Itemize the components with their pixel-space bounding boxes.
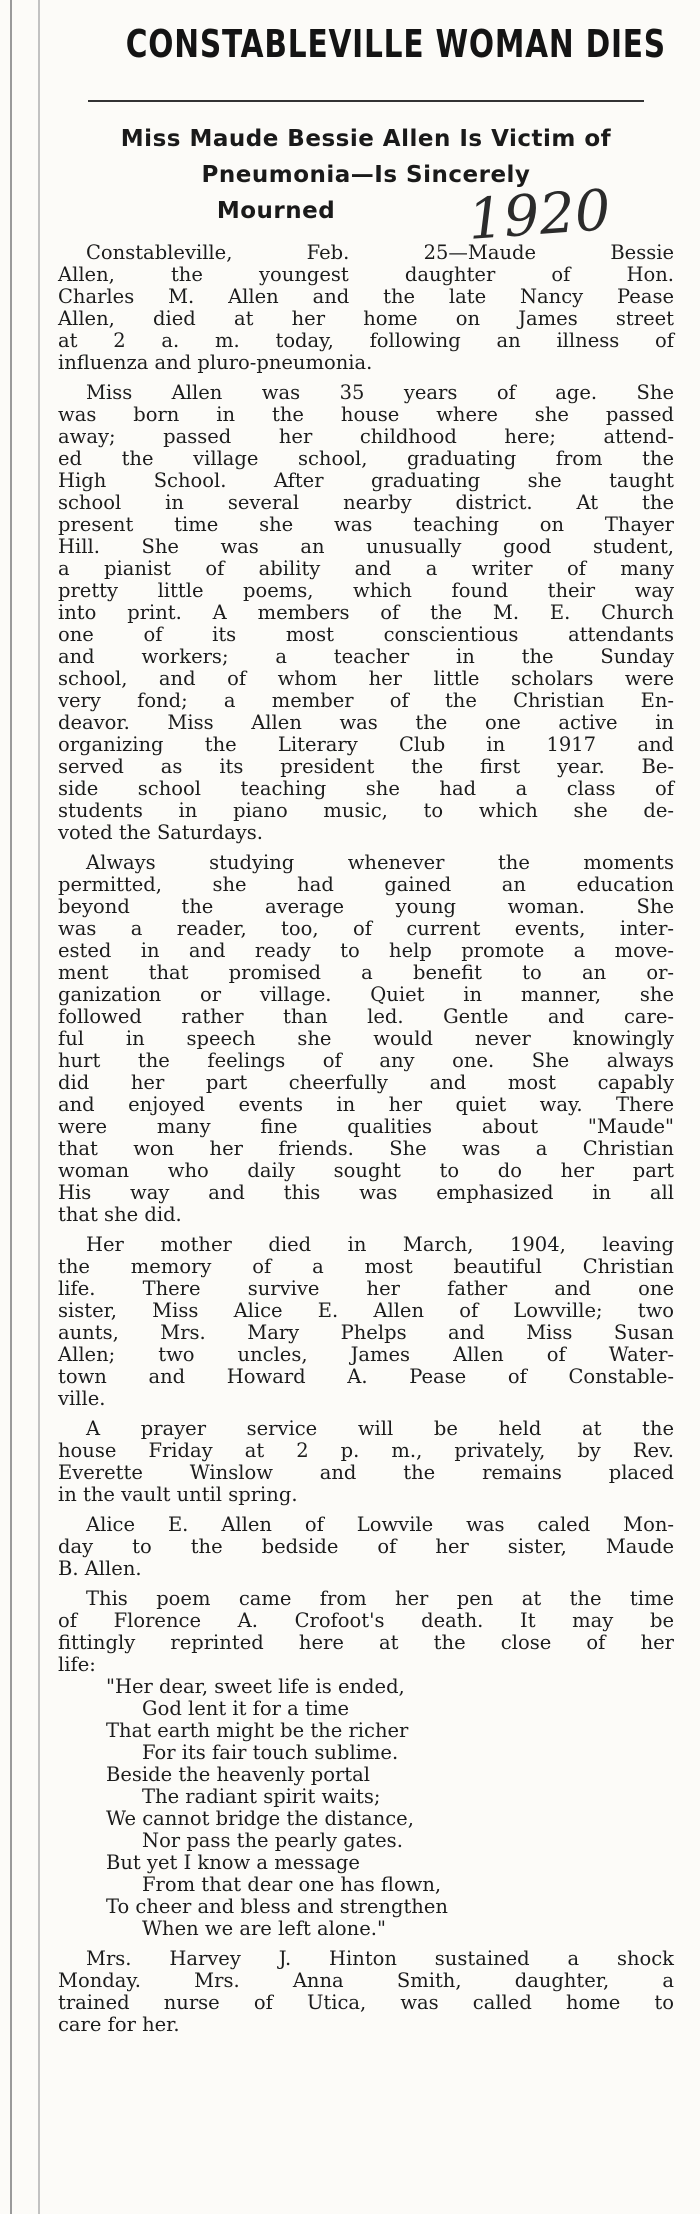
paragraph-line: life: (58, 1653, 96, 1676)
paragraph-line: into print. A members of the M. E. Church (58, 601, 674, 624)
closing-line: Monday. Mrs. Anna Smith, daughter, a (58, 1969, 674, 1992)
paragraph-line: one of its most conscientious attendants (58, 623, 674, 646)
paragraph-line: voted the Saturdays. (58, 821, 263, 844)
paragraph-line: school in several nearby district. At the (58, 491, 674, 514)
paragraph-line: ment that promised a benefit to an or- (58, 961, 674, 984)
paragraph-line: aunts, Mrs. Mary Phelps and Miss Susan (58, 1321, 674, 1344)
paragraph-line: town and Howard A. Pease of Constable- (58, 1365, 674, 1388)
paragraph-line: very fond; a member of the Christian En- (58, 689, 674, 712)
paragraph-line: Alice E. Allen of Lowvile was caled Mon- (86, 1513, 674, 1536)
clipping-edge (10, 0, 12, 2214)
paragraph-line: Hill. She was an unusually good student, (58, 535, 674, 558)
poem-line: For its fair touch sublime. (142, 1741, 399, 1764)
closing-line: trained nurse of Utica, was called home to (58, 1991, 674, 2014)
paragraph-line: Constableville, Feb. 25—Maude Bessie (86, 241, 674, 264)
poem-line: We cannot bridge the distance, (106, 1807, 414, 1830)
paragraph-line: Allen; two uncles, James Allen of Water- (58, 1343, 674, 1366)
poem-line: "Her dear, sweet life is ended, (106, 1675, 405, 1698)
poem-line: From that dear one has flown, (142, 1873, 442, 1896)
paragraph-line: school, and of whom her little scholars were (58, 667, 674, 690)
headline: CONSTABLEVILLE WOMAN DIES (125, 22, 666, 66)
paragraph-line: deavor. Miss Allen was the one active in (58, 711, 674, 734)
poem-line: Nor pass the pearly gates. (142, 1829, 403, 1852)
paragraph-line: of Florence A. Crofoot's death. It may be (58, 1609, 674, 1632)
paragraph-line: permitted, she had gained an education (58, 873, 674, 896)
paragraph-line: Everette Winslow and the remains placed (58, 1461, 674, 1484)
paragraph-line: and enjoyed events in her quiet way. There (58, 1093, 674, 1116)
closing-line: care for her. (58, 2013, 180, 2036)
paragraph-line: side school teaching she had a class of (58, 777, 674, 800)
paragraph-line: at 2 a. m. today, following an illness of (58, 329, 674, 352)
paragraph-line: hurt the feelings of any one. She always (58, 1049, 674, 1072)
paragraph-line: Miss Allen was 35 years of age. She (86, 381, 674, 404)
paragraph-line: Her mother died in March, 1904, leaving (86, 1233, 674, 1256)
paragraph-line: ganization or village. Quiet in manner, she (58, 983, 674, 1006)
paragraph-line: fittingly reprinted here at the close of her (58, 1631, 674, 1654)
paragraph-line: Charles M. Allen and the late Nancy Pease (58, 285, 674, 308)
poem-line: To cheer and bless and strengthen (106, 1895, 448, 1918)
subhead-line-1: Miss Maude Bessie Allen Is Victim of (120, 126, 612, 152)
poem-line: The radiant spirit waits; (142, 1785, 381, 1808)
paragraph-line: followed rather than led. Gentle and care- (58, 1005, 674, 1028)
subhead-line-2: Pneumonia—Is Sincerely (201, 162, 531, 188)
paragraph-line: woman who daily sought to do her part (58, 1159, 674, 1182)
paragraph-line: house Friday at 2 p. m., privately, by Rev. (58, 1439, 674, 1462)
paragraph-line: was a reader, too, of current events, inter- (58, 917, 674, 940)
paragraph-line: ful in speech she would never knowingly (58, 1027, 674, 1050)
paragraph-line: a pianist of ability and a writer of many (58, 557, 674, 580)
paragraph-line: that she did. (58, 1203, 182, 1226)
poem-line: But yet I know a message (106, 1851, 360, 1874)
closing-line: Mrs. Harvey J. Hinton sustained a shock (86, 1947, 674, 1970)
poem-line: God lent it for a time (142, 1697, 350, 1720)
paragraph-line: day to the bedside of her sister, Maude (58, 1535, 674, 1558)
paragraph-line: served as its president the first year. Be- (58, 755, 674, 778)
paragraph-line: organizing the Literary Club in 1917 and (58, 733, 674, 756)
article-body (58, 242, 674, 2036)
paragraph-line: B. Allen. (58, 1557, 142, 1580)
paragraph-line: that won her friends. She was a Christian (58, 1137, 674, 1160)
paragraph-line: did her part cheerfully and most capably (58, 1071, 674, 1094)
paragraph-line: ed the village school, graduating from the (58, 447, 674, 470)
paragraph-line: away; passed her childhood here; attend- (58, 425, 674, 448)
paragraph-line: life. There survive her father and one (58, 1277, 674, 1300)
paragraph-line: were many fine qualities about "Maude" (58, 1115, 674, 1138)
paragraph-line: ested in and ready to help promote a move- (58, 939, 674, 962)
paragraph-line: Allen, died at her home on James street (58, 307, 674, 330)
paragraph-line: This poem came from her pen at the time (86, 1587, 674, 1610)
paragraph-line: Allen, the youngest daughter of Hon. (58, 263, 674, 286)
headline-rule (88, 100, 644, 102)
paragraph-line: influenza and pluro-pneumonia. (58, 351, 373, 374)
paragraph-line: beyond the average young woman. She (58, 895, 674, 918)
subhead-line-3: Mourned (216, 198, 336, 224)
paragraph-line: High School. After graduating she taught (58, 469, 674, 492)
paragraph-line: sister, Miss Alice E. Allen of Lowville; two (58, 1299, 674, 1322)
paragraph-line: and workers; a teacher in the Sunday (58, 645, 674, 668)
paragraph-line: A prayer service will be held at the (86, 1417, 674, 1440)
poem-line: Beside the heavenly portal (106, 1763, 371, 1786)
paragraph-line: His way and this was emphasized in all (58, 1181, 674, 1204)
paragraph-line: pretty little poems, which found their way (58, 579, 674, 602)
paragraph-line: ville. (58, 1387, 106, 1410)
column-rule (38, 0, 40, 2214)
handwritten-year: 1920 (466, 178, 613, 253)
paragraph-line: students in piano music, to which she de- (58, 799, 674, 822)
article-column (58, 0, 674, 2214)
paragraph-line: Always studying whenever the moments (86, 851, 674, 874)
paragraph-line: present time she was teaching on Thayer (58, 513, 674, 536)
paragraph-line: in the vault until spring. (58, 1483, 298, 1506)
paragraph-line: was born in the house where she passed (58, 403, 674, 426)
poem-line: That earth might be the richer (106, 1719, 409, 1742)
poem-line: When we are left alone." (142, 1917, 386, 1940)
paragraph-line: the memory of a most beautiful Christian (58, 1255, 674, 1278)
